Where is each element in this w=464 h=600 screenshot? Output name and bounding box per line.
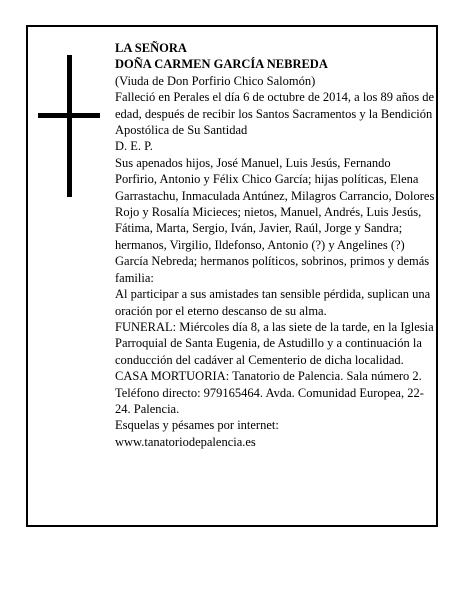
heading-title: LA SEÑORA xyxy=(115,41,187,55)
obituary-notice xyxy=(26,25,438,527)
cross-vertical-bar xyxy=(67,55,72,197)
cross-horizontal-bar xyxy=(38,113,100,118)
prayer-paragraph: Al participar a sus amistades tan sensible pérdida, suplican una oración por el eterno descanso de su alma. xyxy=(115,287,431,318)
internet-line: Esquelas y pésames por internet: xyxy=(115,418,279,433)
widow-line: (Viuda de Don Porfirio Chico Salomón) xyxy=(115,73,316,88)
cross-icon xyxy=(38,55,100,197)
website-link[interactable]: www.tanatoriodepalencia.es xyxy=(115,434,256,449)
mortuary-paragraph: CASA MORTUORIA: Tanatorio de Palencia. Sala número 2. Teléfono directo: 979165464. Avda. Comunidad Europea, 22-24. Palencia. xyxy=(115,369,424,416)
death-paragraph: Falleció en Perales el día 6 de octubre de 2014, a los 89 años de edad, después de recibir los Santos Sacramentos y la Bendición Apostólica de Su Santidad xyxy=(115,90,435,138)
notice-text xyxy=(115,40,435,450)
deceased-name: DOÑA CARMEN GARCÍA NEBREDA xyxy=(115,57,328,72)
rip-line: D. E. P. xyxy=(115,139,153,154)
family-paragraph: Sus apenados hijos, José Manuel, Luis Jesús, Fernando Porfirio, Antonio y Félix Chico García; hijas políticas, Elena Garrastachu, Inmaculada Antúnez, Milagros Carrancio, Dolores Rojo y Rosalía Micieces; nietos, Manuel, Andrés, Luis Jesús, Fátima, Marta, Sergio, Iván, Javier, Raúl, Jorge y Sandra; hermanos, Virgilio, Ildefonso, Antonio (?) y Angelines (?) García Nebreda; hermanos políticos, sobrinos, primos y demás familia: xyxy=(115,155,435,285)
funeral-paragraph: FUNERAL: Miércoles día 8, a las siete de la tarde, en la Iglesia Parroquial de Santa Eugenia, de Astudillo y a continuación la conducción del cadáver al Cementerio de dicha localidad. xyxy=(115,319,434,367)
